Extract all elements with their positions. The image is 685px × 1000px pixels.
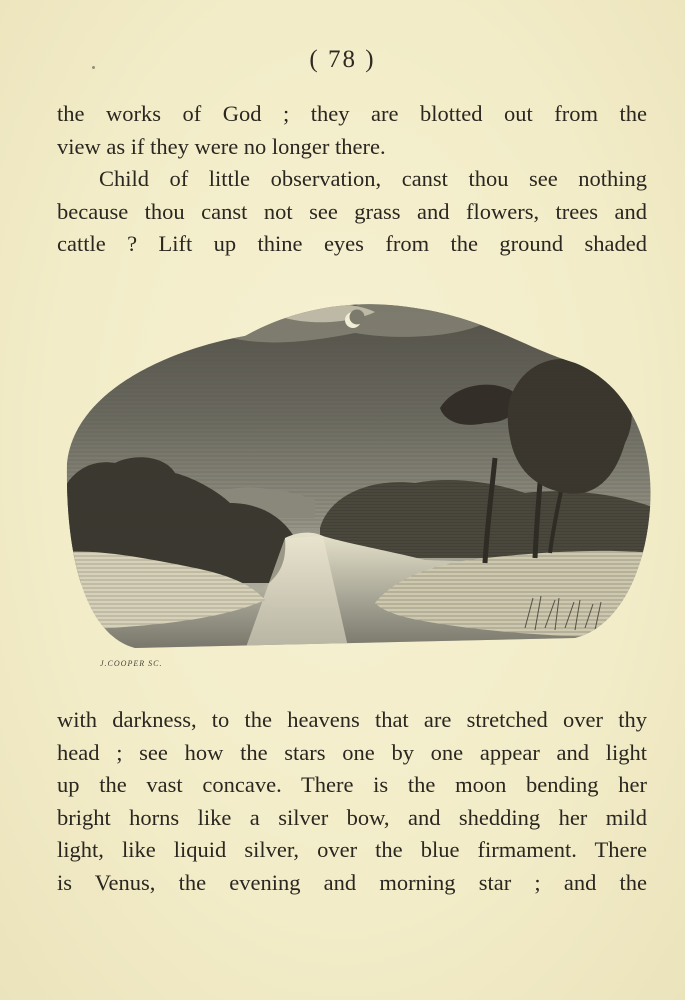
landscape-vignette [55, 278, 655, 678]
text-line: bright horns like a silver bow, and shedding her mild [57, 804, 647, 830]
text-line: up the vast concave. There is the moon bending her [57, 772, 647, 797]
text-line: because thou canst not see grass and flowers, trees and [57, 198, 647, 224]
top-paragraph [57, 98, 647, 261]
text-line: with darkness, to the heavens that are stretched over thy [57, 707, 647, 732]
text-line: cattle ? Lift up thine eyes from the ground shaded [57, 231, 647, 256]
text-line: is Venus, the evening and morning star ; and the [57, 869, 647, 895]
page-number: ( 78 ) [309, 46, 376, 73]
engraved-illustration [55, 278, 655, 678]
engraver-signature: J.COOPER SC. [100, 659, 163, 668]
text-line: head ; see how the stars one by one appear and light [57, 739, 647, 765]
bottom-paragraph [57, 704, 647, 899]
text-line: light, like liquid silver, over the blue firmament. There [57, 837, 647, 862]
text-line: Child of little observation, canst thou see nothing [99, 166, 647, 191]
text-line: the works of God ; they are blotted out from the [57, 101, 647, 126]
text-line: view as if they were no longer there. [57, 133, 386, 159]
paper-speck [92, 66, 95, 69]
